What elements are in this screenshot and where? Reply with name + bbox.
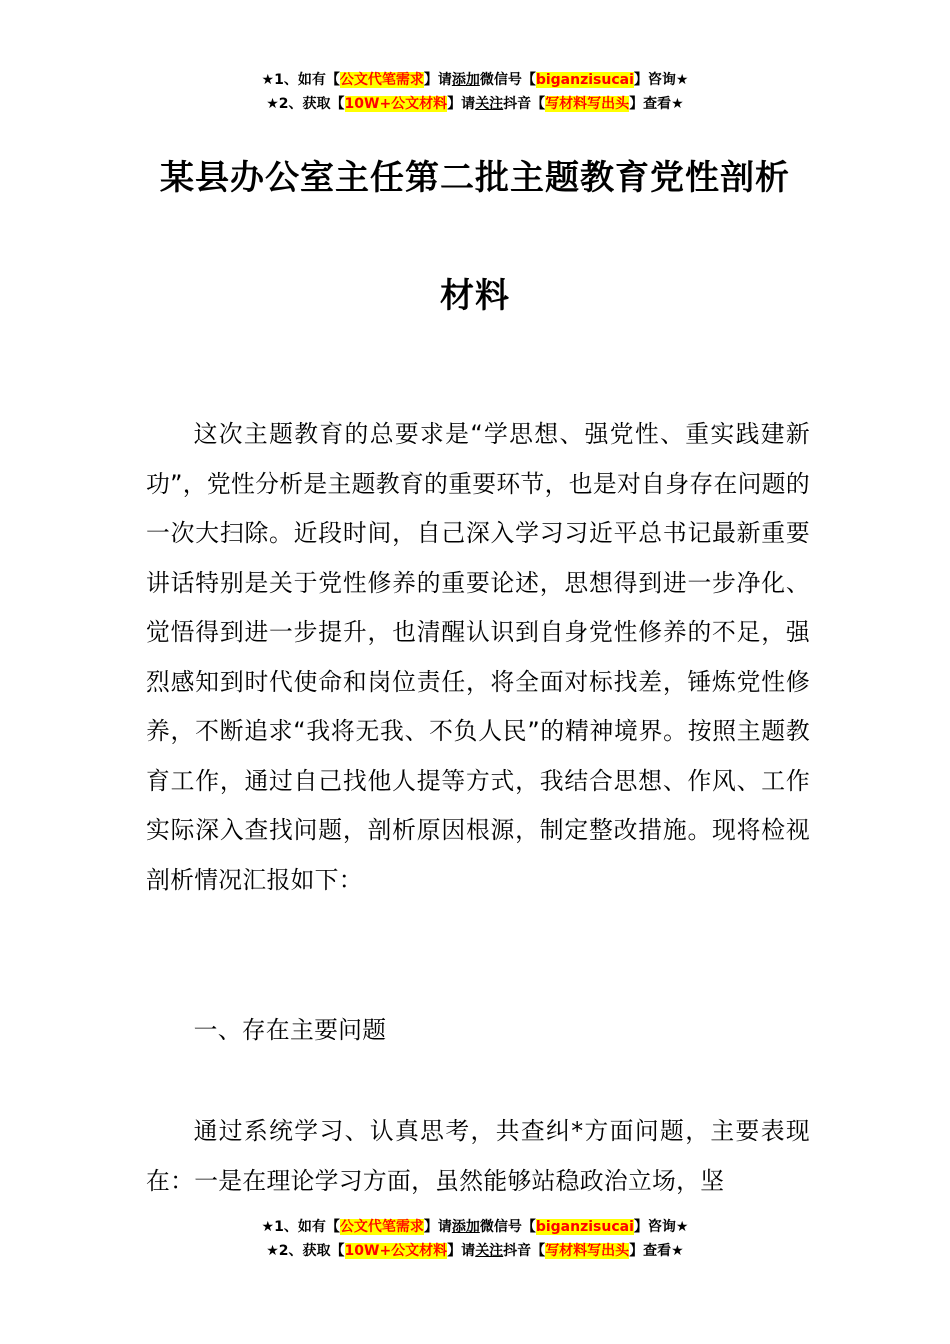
promo-text: 】咨询★ xyxy=(633,1219,689,1235)
promo-text: 】查看★ xyxy=(629,96,684,112)
promo-text: 微信号【 xyxy=(479,1219,536,1235)
promo-text: 微信号【 xyxy=(479,72,536,88)
promo-underlined: 关注 xyxy=(475,96,504,112)
promo-text: 】请 xyxy=(447,1243,476,1259)
bottom-promo-banner xyxy=(0,1215,950,1263)
promo-text: 】请 xyxy=(447,96,476,112)
promo-line-2 xyxy=(0,1239,950,1263)
promo-underlined: 添加 xyxy=(451,1219,480,1235)
promo-line-1 xyxy=(0,1215,950,1239)
douyin-id: 写材料写出头 xyxy=(545,96,630,112)
document-title-line-1: 某县办公室主任第二批主题教育党性剖析 xyxy=(160,158,790,198)
promo-line-2 xyxy=(0,92,950,116)
body-paragraph: 通过系统学习、认真思考，共查纠*方面问题，主要表现在：一是在理论学习方面，虽然能够站稳政治立场，坚 xyxy=(146,1117,810,1195)
wechat-id: biganzisucai xyxy=(535,1219,634,1235)
promo-text: 抖音【 xyxy=(503,1243,546,1259)
intro-paragraph: 这次主题教育的总要求是“学思想、强党性、重实践建新功”，党性分析是主题教育的重要环节，也是对自身存在问题的一次大扫除。近段时间，自己深入学习习近平总书记最新重要讲话特别是关于党性修养的重要论述，思想得到进一步净化、觉悟得到进一步提升，也清醒认识到自身党性修养的不足，强烈感知到时代使命和岗位责任，将全面对标找差，锤炼党性修养，不断追求“我将无我、不负人民”的精神境界。按照主题教育工作，通过自己找他人提等方式，我结合思想、作风、工作实际深入查找问题，剖析原因根源，制定整改措施。现将检视剖析情况汇报如下： xyxy=(146,420,810,894)
promo-text: 】查看★ xyxy=(629,1243,684,1259)
promo-text: ★2、获取【 xyxy=(266,1243,345,1259)
promo-text: 】请 xyxy=(423,72,452,88)
promo-highlight: 公文代笔需求 xyxy=(339,72,424,88)
douyin-id: 写材料写出头 xyxy=(545,1243,630,1259)
promo-underlined: 关注 xyxy=(475,1243,504,1259)
promo-text: 抖音【 xyxy=(503,96,546,112)
top-promo-banner xyxy=(0,68,950,116)
promo-highlight: 10W+公文材料 xyxy=(344,96,448,112)
document-title-line-2: 材料 xyxy=(440,276,510,316)
promo-text: ★1、如有【 xyxy=(261,72,340,88)
promo-text: 】请 xyxy=(423,1219,452,1235)
wechat-id: biganzisucai xyxy=(535,72,634,88)
promo-highlight: 10W+公文材料 xyxy=(344,1243,448,1259)
promo-text: 】咨询★ xyxy=(633,72,689,88)
section-heading: 一、存在主要问题 xyxy=(193,1016,387,1044)
promo-text: ★1、如有【 xyxy=(261,1219,340,1235)
promo-highlight: 公文代笔需求 xyxy=(339,1219,424,1235)
promo-line-1 xyxy=(0,68,950,92)
promo-underlined: 添加 xyxy=(451,72,480,88)
promo-text: ★2、获取【 xyxy=(266,96,345,112)
